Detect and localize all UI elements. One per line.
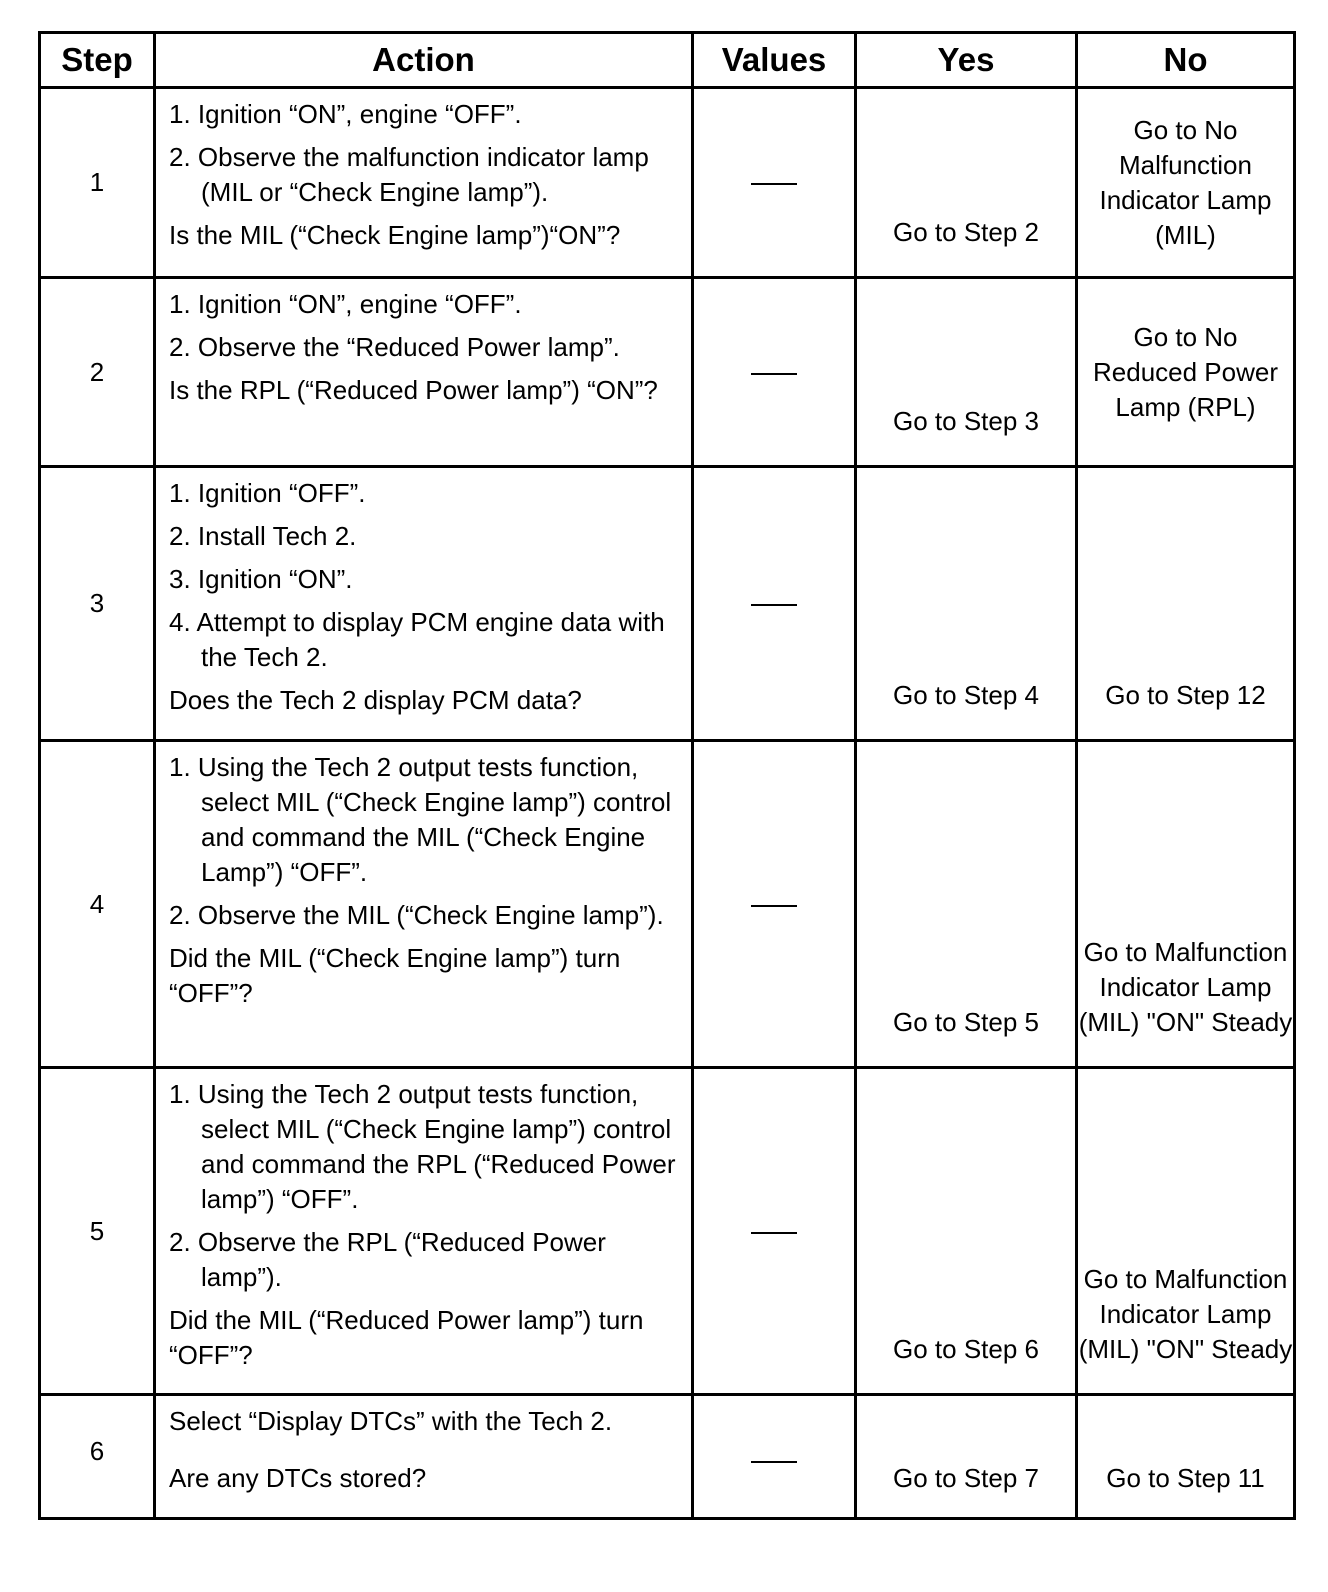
action-item: 1. Ignition “OFF”. <box>169 478 366 508</box>
no-cell: Go to No Malfunction Indicator Lamp (MIL) <box>1077 88 1295 278</box>
header-yes: Yes <box>856 33 1077 88</box>
values-dash <box>751 373 797 375</box>
header-step: Step <box>40 33 155 88</box>
action-item: 1. Using the Tech 2 output tests function, select MIL (“Check Engine lamp”) control and command the MIL (“Check Engine Lamp”) “OFF”. <box>169 752 672 887</box>
values-dash <box>751 183 797 185</box>
table-row <box>40 1395 1295 1519</box>
step-number: 6 <box>40 1395 155 1519</box>
table-row <box>40 741 1295 1068</box>
action-question: Is the MIL (“Check Engine lamp”)“ON”? <box>169 220 621 250</box>
action-question: Did the MIL (“Check Engine lamp”) turn “OFF”? <box>169 943 621 1008</box>
header-row <box>40 33 1295 88</box>
action-item: 3. Ignition “ON”. <box>169 564 353 594</box>
action-item: 1. Ignition “ON”, engine “OFF”. <box>169 289 522 319</box>
action-question: Did the MIL (“Reduced Power lamp”) turn “OFF”? <box>169 1305 644 1370</box>
action-cell <box>155 1395 693 1519</box>
yes-cell: Go to Step 3 <box>856 278 1077 467</box>
values-cell <box>693 467 856 741</box>
action-cell <box>155 741 693 1068</box>
action-question: Does the Tech 2 display PCM data? <box>169 685 582 715</box>
yes-cell: Go to Step 6 <box>856 1068 1077 1395</box>
action-item: 1. Using the Tech 2 output tests function, select MIL (“Check Engine lamp”) control and command the RPL (“Reduced Power lamp”) “OFF”. <box>169 1079 676 1214</box>
action-item: 2. Install Tech 2. <box>169 521 357 551</box>
table-row <box>40 88 1295 278</box>
action-item: 4. Attempt to display PCM engine data with the Tech 2. <box>169 607 665 672</box>
diagnostic-table <box>38 31 1296 1520</box>
action-cell <box>155 88 693 278</box>
action-cell <box>155 467 693 741</box>
action-cell <box>155 1068 693 1395</box>
values-cell <box>693 278 856 467</box>
no-cell: Go to Malfunction Indicator Lamp (MIL) "ON" Steady <box>1077 741 1295 1068</box>
yes-cell: Go to Step 5 <box>856 741 1077 1068</box>
header-action: Action <box>155 33 693 88</box>
values-dash <box>751 905 797 907</box>
values-dash <box>751 1232 797 1234</box>
action-item: 1. Ignition “ON”, engine “OFF”. <box>169 99 522 129</box>
values-dash <box>751 604 797 606</box>
action-item: 2. Observe the MIL (“Check Engine lamp”). <box>169 900 664 930</box>
no-cell: Go to Step 12 <box>1077 467 1295 741</box>
no-cell: Go to No Reduced Power Lamp (RPL) <box>1077 278 1295 467</box>
step-number: 2 <box>40 278 155 467</box>
action-item: 2. Observe the “Reduced Power lamp”. <box>169 332 620 362</box>
yes-cell: Go to Step 7 <box>856 1395 1077 1519</box>
action-item: 2. Observe the RPL (“Reduced Power lamp”). <box>169 1227 606 1292</box>
values-cell <box>693 1395 856 1519</box>
action-item: Select “Display DTCs” with the Tech 2. <box>169 1406 613 1436</box>
values-dash <box>751 1461 797 1463</box>
no-cell: Go to Malfunction Indicator Lamp (MIL) "ON" Steady <box>1077 1068 1295 1395</box>
header-values: Values <box>693 33 856 88</box>
values-cell <box>693 741 856 1068</box>
yes-cell: Go to Step 4 <box>856 467 1077 741</box>
action-question: Are any DTCs stored? <box>169 1463 427 1493</box>
table-row <box>40 467 1295 741</box>
action-question: Is the RPL (“Reduced Power lamp”) “ON”? <box>169 375 658 405</box>
step-number: 1 <box>40 88 155 278</box>
table-row <box>40 1068 1295 1395</box>
header-no: No <box>1077 33 1295 88</box>
step-number: 5 <box>40 1068 155 1395</box>
no-cell: Go to Step 11 <box>1077 1395 1295 1519</box>
values-cell <box>693 88 856 278</box>
values-cell <box>693 1068 856 1395</box>
step-number: 4 <box>40 741 155 1068</box>
action-cell <box>155 278 693 467</box>
table-row <box>40 278 1295 467</box>
yes-cell: Go to Step 2 <box>856 88 1077 278</box>
action-item: 2. Observe the malfunction indicator lamp (MIL or “Check Engine lamp”). <box>169 142 649 207</box>
step-number: 3 <box>40 467 155 741</box>
